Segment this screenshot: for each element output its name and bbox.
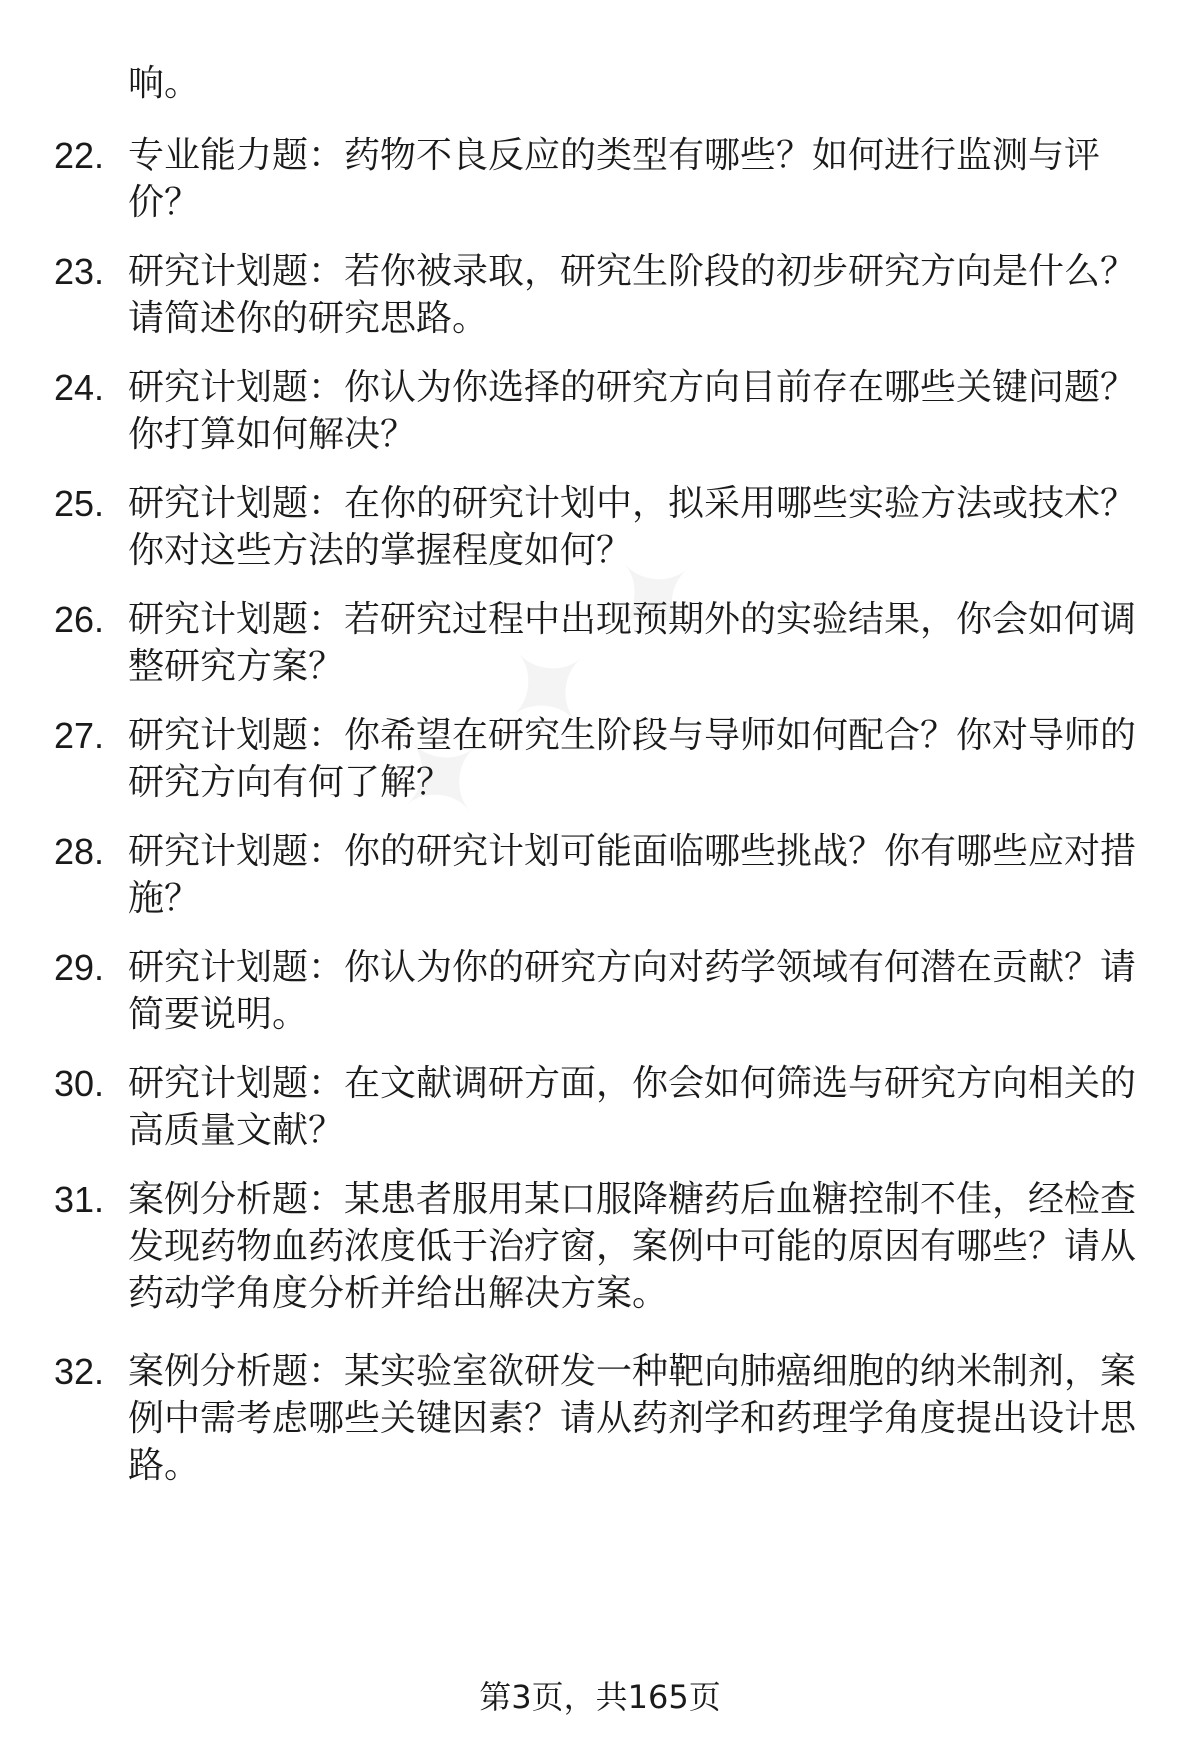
- question-text-line: 研究计划题：你认为你选择的研究方向目前存在哪些关键问题？: [128, 367, 1137, 408]
- question-text-line: 施？: [128, 878, 201, 919]
- question-text-line: 发现药物血药浓度低于治疗窗，案例中可能的原因有哪些？请从: [128, 1226, 1137, 1267]
- question-text-line: 研究计划题：若你被录取，研究生阶段的初步研究方向是什么？: [128, 251, 1137, 292]
- question-text-line: 价？: [128, 182, 201, 223]
- continuation-text: 响。: [128, 63, 201, 104]
- question-number: 22.: [54, 135, 105, 176]
- question-text-line: 案例分析题：某实验室欲研发一种靶向肺癌细胞的纳米制剂，案: [128, 1351, 1137, 1392]
- question-text-line: 简要说明。: [128, 994, 309, 1035]
- question-text-line: 药动学角度分析并给出解决方案。: [128, 1273, 669, 1314]
- question-text-line: 专业能力题：药物不良反应的类型有哪些？如何进行监测与评: [128, 135, 1101, 176]
- question-text-line: 你对这些方法的掌握程度如何？: [128, 530, 633, 571]
- question-text-line: 例中需考虑哪些关键因素？请从药剂学和药理学角度提出设计思: [128, 1398, 1137, 1439]
- question-text-line: 研究计划题：若研究过程中出现预期外的实验结果，你会如何调: [128, 599, 1137, 640]
- question-number: 25.: [54, 483, 105, 524]
- question-text-line: 研究计划题：在文献调研方面，你会如何筛选与研究方向相关的: [128, 1063, 1137, 1104]
- question-text-line: 请简述你的研究思路。: [128, 298, 489, 339]
- question-text-line: 研究计划题：你认为你的研究方向对药学领域有何潜在贡献？请: [128, 947, 1137, 988]
- question-number: 23.: [54, 251, 105, 292]
- question-number: 31.: [54, 1179, 105, 1220]
- question-text-line: 整研究方案？: [128, 646, 345, 687]
- question-number: 32.: [54, 1351, 105, 1392]
- question-number: 28.: [54, 831, 105, 872]
- question-number: 24.: [54, 367, 105, 408]
- question-text-line: 研究方向有何了解？: [128, 762, 453, 803]
- question-text-line: 研究计划题：你希望在研究生阶段与导师如何配合？你对导师的: [128, 715, 1137, 756]
- question-number: 26.: [54, 599, 105, 640]
- question-text-line: 研究计划题：你的研究计划可能面临哪些挑战？你有哪些应对措: [128, 831, 1137, 872]
- question-text-line: 高质量文献？: [128, 1110, 345, 1151]
- question-number: 30.: [54, 1063, 105, 1104]
- question-text-line: 你打算如何解决？: [128, 414, 417, 455]
- question-text-line: 路。: [128, 1445, 201, 1486]
- question-text-line: 研究计划题：在你的研究计划中，拟采用哪些实验方法或技术？: [128, 483, 1137, 524]
- question-number: 27.: [54, 715, 105, 756]
- question-text-line: 案例分析题：某患者服用某口服降糖药后血糖控制不佳，经检查: [128, 1179, 1137, 1220]
- page-footer: 第3页，共165页: [479, 1678, 721, 1716]
- question-number: 29.: [54, 947, 105, 988]
